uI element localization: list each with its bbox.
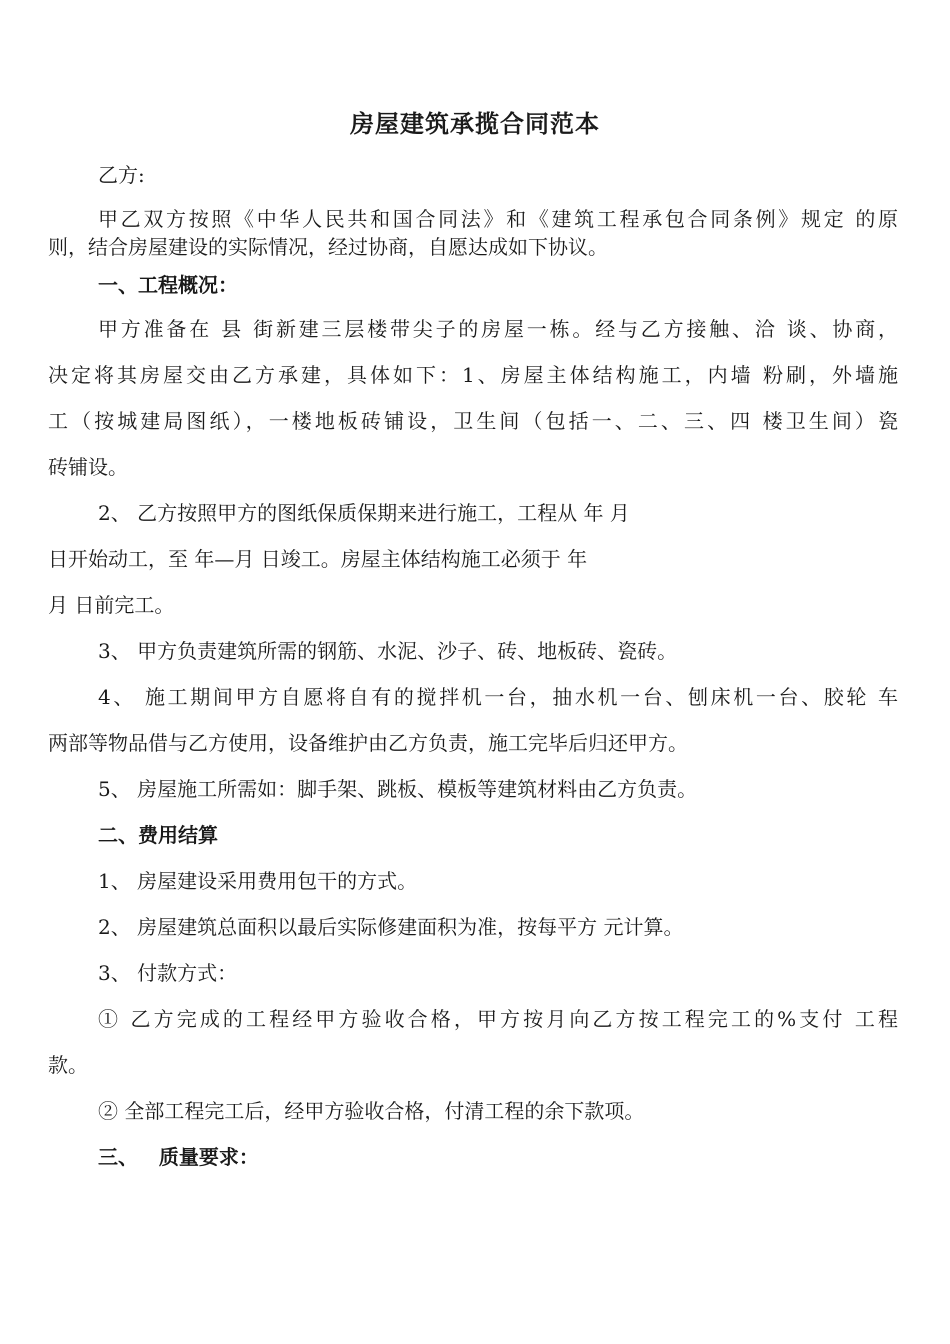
section-heading-2: 二、费用结算 — [98, 823, 218, 847]
overview-line-2: 决定将其房屋交由乙方承建，具体如下：1、房屋主体结构施工，内墙 粉刷，外墙施 — [48, 363, 898, 387]
overview-line-4: 砖铺设。 — [48, 455, 128, 479]
clause-4-line-2: 两部等物品借与乙方使用，设备维护由乙方负责，施工完毕后归还甲方。 — [48, 731, 688, 755]
clause-2-line-1: 2、 乙方按照甲方的图纸保质保期来进行施工，工程从 年 月 — [98, 501, 630, 525]
party-b-label: 乙方: — [98, 163, 145, 187]
preamble-line-2: 则，结合房屋建设的实际情况，经过协商，自愿达成如下协议。 — [48, 235, 608, 259]
clause-2-line-3: 月 日前完工。 — [48, 593, 175, 617]
clause-4-line-1: 4、 施工期间甲方自愿将自有的搅拌机一台，抽水机一台、刨床机一台、胶轮 车 — [98, 685, 898, 709]
payment-item-1-line-2: 款。 — [48, 1053, 88, 1077]
overview-line-1: 甲方准备在 县 街新建三层楼带尖子的房屋一栋。经与乙方接触、洽 谈、协商， — [98, 317, 898, 341]
preamble-line-1: 甲乙双方按照《中华人民共和国合同法》和《建筑工程承包合同条例》规定 的原 — [98, 207, 898, 231]
clause-2-line-2: 日开始动工，至 年—月 日竣工。房屋主体结构施工必须于 年 — [48, 547, 588, 571]
section-heading-1: 一、工程概况： — [98, 273, 238, 297]
section-heading-3: 三、 质量要求： — [98, 1145, 259, 1169]
cost-clause-1: 1、 房屋建设采用费用包干的方式。 — [98, 869, 418, 893]
overview-line-3: 工（按城建局图纸），一楼地板砖铺设，卫生间（包括一、二、三、四 楼卫生间）瓷 — [48, 409, 898, 433]
clause-3: 3、 甲方负责建筑所需的钢筋、水泥、沙子、砖、地板砖、瓷砖。 — [98, 639, 678, 663]
payment-item-1-line-1: ① 乙方完成的工程经甲方验收合格，甲方按月向乙方按工程完工的%支付 工程 — [98, 1007, 898, 1031]
document-title: 房屋建筑承揽合同范本 — [350, 109, 600, 138]
payment-item-2: ② 全部工程完工后，经甲方验收合格，付清工程的余下款项。 — [98, 1099, 645, 1123]
cost-clause-3: 3、 付款方式： — [98, 961, 238, 985]
cost-clause-2: 2、 房屋建筑总面积以最后实际修建面积为准，按每平方 元计算。 — [98, 915, 684, 939]
clause-5: 5、 房屋施工所需如：脚手架、跳板、模板等建筑材料由乙方负责。 — [98, 777, 698, 801]
